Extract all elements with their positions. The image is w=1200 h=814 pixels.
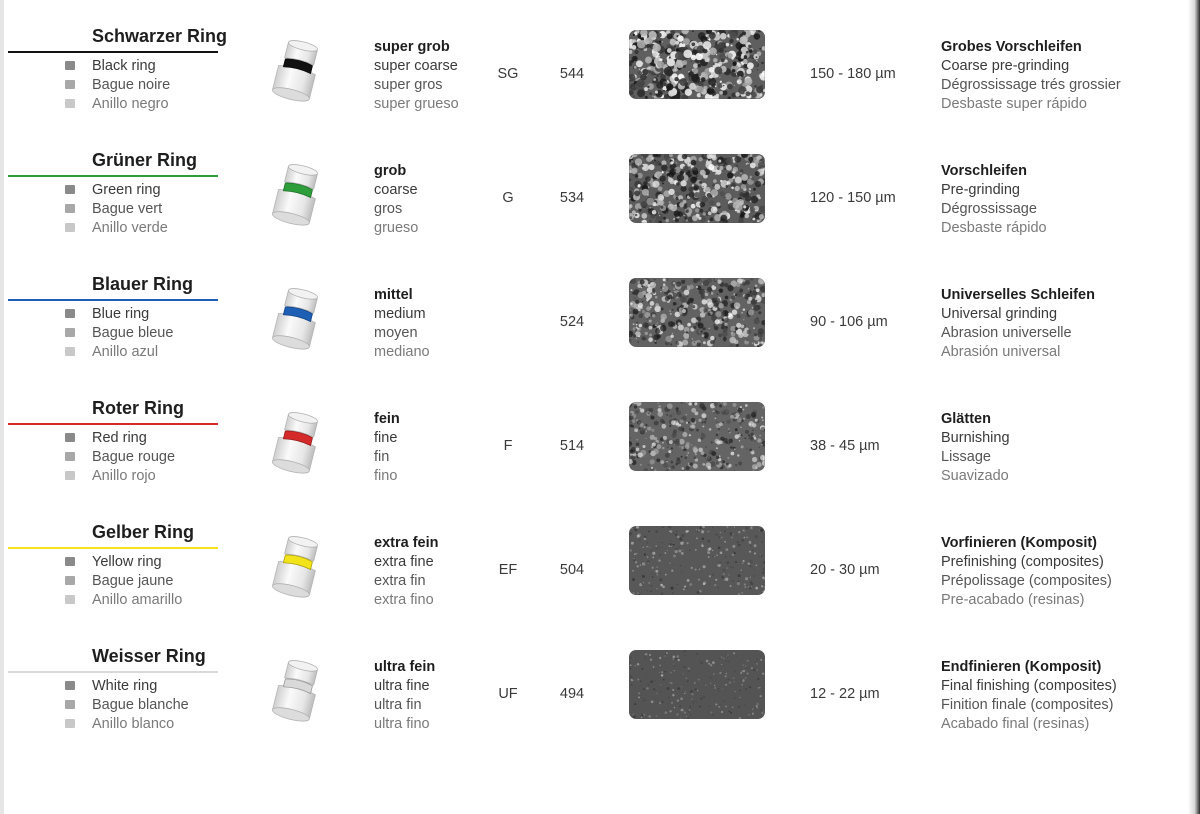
- language-list: [65, 552, 182, 609]
- table-row: [0, 26, 1188, 148]
- flag-icon: [65, 700, 75, 709]
- language-line-fr: Bague noire: [65, 75, 170, 94]
- ring-title: Weisser Ring: [92, 646, 206, 666]
- surface-texture-image: [629, 278, 765, 347]
- table-row: [0, 522, 1188, 644]
- language-line-en: Green ring: [65, 180, 168, 199]
- usage-description: Vorschleifen Pre-grinding Dégrossissage Desbaste rápido: [941, 163, 1047, 236]
- grit-code: UF: [498, 686, 518, 702]
- language-line-es: Anillo rojo: [65, 466, 175, 485]
- language-line-es: Anillo azul: [65, 342, 173, 361]
- product-number: 524: [559, 314, 585, 330]
- usage-description: Grobes Vorschleifen Coarse pre-grinding Dégrossissage trés grossier Desbaste super rápido: [941, 39, 1121, 112]
- product-number: 514: [559, 438, 585, 454]
- language-line-en: White ring: [65, 676, 189, 695]
- language-line-fr: Bague blanche: [65, 695, 189, 714]
- table-row: [0, 398, 1188, 520]
- product-number: 544: [559, 66, 585, 82]
- grit-description: super grob super coarse super gros super grueso: [374, 39, 459, 112]
- language-list: [65, 56, 170, 113]
- ring-color-line: [8, 51, 218, 53]
- language-line-es: Anillo verde: [65, 218, 168, 237]
- flag-icon: [65, 595, 75, 604]
- surface-texture-image: [629, 650, 765, 719]
- flag-icon: [65, 309, 75, 318]
- flag-icon: [65, 452, 75, 461]
- language-line-es: Anillo negro: [65, 94, 170, 113]
- usage-description: Glätten Burnishing Lissage Suavizado: [941, 411, 1010, 484]
- flag-icon: [65, 185, 75, 194]
- flag-icon: [65, 433, 75, 442]
- language-line-en: Red ring: [65, 428, 175, 447]
- polisher-icon: [260, 34, 332, 112]
- language-line-en: Black ring: [65, 56, 170, 75]
- grit-description: mittel medium moyen mediano: [374, 287, 430, 360]
- table-row: [0, 150, 1188, 272]
- surface-texture-image: [629, 154, 765, 223]
- ring-color-line: [8, 299, 218, 301]
- language-line-en: Yellow ring: [65, 552, 182, 571]
- product-number: 494: [559, 686, 585, 702]
- language-line-fr: Bague vert: [65, 199, 168, 218]
- product-number: 534: [559, 190, 585, 206]
- grit-description: grob coarse gros grueso: [374, 163, 419, 236]
- surface-texture-image: [629, 526, 765, 595]
- grit-description: extra fein extra fine extra fin extra fino: [374, 535, 439, 608]
- language-line-fr: Bague jaune: [65, 571, 182, 590]
- surface-texture-image: [629, 402, 765, 471]
- ring-color-line: [8, 547, 218, 549]
- grit-code: SG: [497, 66, 519, 82]
- language-line-fr: Bague rouge: [65, 447, 175, 466]
- grain-size: 90 - 106 µm: [810, 314, 888, 330]
- flag-icon: [65, 576, 75, 585]
- language-list: [65, 676, 189, 733]
- grit-description: fein fine fin fino: [374, 411, 400, 484]
- usage-description: Endfinieren (Komposit) Final finishing (composites) Finition finale (composites) Acabado final (resinas): [941, 659, 1117, 732]
- usage-description: Vorfinieren (Komposit) Prefinishing (composites) Prépolissage (composites) Pre-acabado (resinas): [941, 535, 1112, 608]
- flag-icon: [65, 328, 75, 337]
- language-line-fr: Bague bleue: [65, 323, 173, 342]
- ring-color-line: [8, 671, 218, 673]
- grit-code: EF: [498, 562, 518, 578]
- flag-icon: [65, 471, 75, 480]
- language-list: [65, 180, 168, 237]
- ring-color-line: [8, 423, 218, 425]
- language-line-es: Anillo amarillo: [65, 590, 182, 609]
- ring-title: Schwarzer Ring: [92, 26, 228, 46]
- flag-icon: [65, 80, 75, 89]
- polisher-icon: [260, 530, 332, 608]
- polisher-icon: [260, 158, 332, 236]
- ring-title: Gelber Ring: [92, 522, 195, 542]
- grain-size: 150 - 180 µm: [810, 66, 896, 82]
- ring-title: Grüner Ring: [92, 150, 198, 170]
- polisher-icon: [260, 406, 332, 484]
- surface-texture-image: [629, 30, 765, 99]
- flag-icon: [65, 347, 75, 356]
- polisher-icon: [260, 654, 332, 732]
- usage-description: Universelles Schleifen Universal grinding Abrasion universelle Abrasión universal: [941, 287, 1095, 360]
- flag-icon: [65, 99, 75, 108]
- ring-title: Blauer Ring: [92, 274, 194, 294]
- grit-code: G: [502, 190, 514, 206]
- grain-size: 38 - 45 µm: [810, 438, 880, 454]
- ring-title: Roter Ring: [92, 398, 184, 418]
- table-row: [0, 274, 1188, 396]
- language-list: [65, 428, 175, 485]
- flag-icon: [65, 719, 75, 728]
- ring-color-line: [8, 175, 218, 177]
- flag-icon: [65, 223, 75, 232]
- grit-code: F: [503, 438, 513, 454]
- polisher-icon: [260, 282, 332, 360]
- language-line-en: Blue ring: [65, 304, 173, 323]
- grit-description: ultra fein ultra fine ultra fin ultra fino: [374, 659, 436, 732]
- table-row: [0, 646, 1188, 768]
- language-list: [65, 304, 173, 361]
- product-number: 504: [559, 562, 585, 578]
- language-line-es: Anillo blanco: [65, 714, 189, 733]
- page-right-edge-shadow: [1188, 0, 1200, 814]
- flag-icon: [65, 61, 75, 70]
- flag-icon: [65, 681, 75, 690]
- flag-icon: [65, 557, 75, 566]
- flag-icon: [65, 204, 75, 213]
- grain-size: 20 - 30 µm: [810, 562, 880, 578]
- grain-size: 12 - 22 µm: [810, 686, 880, 702]
- grain-size: 120 - 150 µm: [810, 190, 896, 206]
